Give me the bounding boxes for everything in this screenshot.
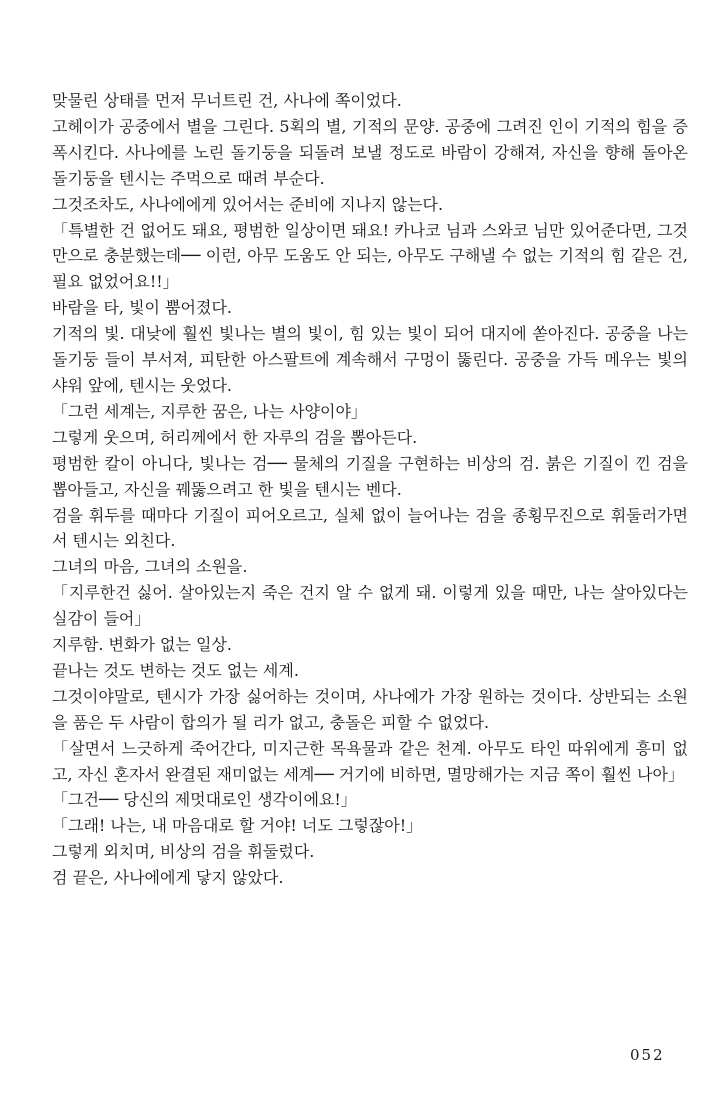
paragraph: 「살면서 느긋하게 죽어간다, 미지근한 목욕물과 같은 천계. 아무도 타인 따위에게 흥미 없고, 자신 혼자서 완결된 재미없는 세계── 거기에 비하면, 멸망해가는 지금 쪽이 훨씬 나아」	[52, 738, 688, 784]
page-number: 052	[630, 1046, 665, 1064]
paragraph: 검 끝은, 사나에에게 닿지 않았다.	[52, 868, 284, 888]
paragraph: 바람을 타, 빛이 뿜어졌다.	[52, 298, 232, 318]
paragraph: 맞물린 상태를 먼저 무너트린 건, 사나에 쪽이었다.	[52, 91, 402, 110]
paragraph: 「지루한건 싫어. 살아있는지 죽은 건지 알 수 없게 돼. 이렇게 있을 때만, 나는 살아있다는 실감이 들어」	[52, 583, 688, 629]
paragraph: 그렇게 외치며, 비상의 검을 휘둘렀다.	[52, 842, 315, 862]
paragraph: 그녀의 마음, 그녀의 소원을.	[52, 557, 248, 577]
paragraph: 고헤이가 공중에서 별을 그린다. 5획의 별, 기적의 문양. 공중에 그려진 인이 기적의 힘을 증폭시킨다. 사나에를 노린 돌기둥을 되돌려 보낼 정도로 바람이 강해져, 자신을 향해 돌아온 돌기둥을 텐시는 주먹으로 때려 부순다.	[52, 116, 688, 188]
paragraph: 그것조차도, 사나에에게 있어서는 준비에 지나지 않는다.	[52, 194, 444, 214]
paragraph: 「그건── 당신의 제멋대로인 생각이에요!」	[52, 790, 357, 810]
paragraph: 기적의 빛. 대낮에 훨씬 빛나는 별의 빛이, 힘 있는 빛이 되어 대지에 쏟아진다. 공중을 나는 돌기둥 들이 부서져, 피탄한 아스팔트에 계속해서 구멍이 뚫린다. 공중을 가득 메우는 빛의 샤워 앞에, 텐시는 웃었다.	[52, 324, 688, 395]
paragraph: 지루함. 변화가 없는 일상.	[52, 635, 232, 655]
paragraph: 「그래! 나는, 내 마음대로 할 거야! 너도 그렇잖아!」	[52, 816, 423, 836]
paragraph: 평범한 칼이 아니다, 빛나는 검── 물체의 기질을 구현하는 비상의 검. 붉은 기질이 낀 검을 뽑아들고, 자신을 꿰뚫으려고 한 빛을 텐시는 벤다.	[52, 453, 688, 499]
paragraph: 「그런 세계는, 지루한 꿈은, 나는 사양이야」	[52, 401, 367, 421]
paragraph: 끝나는 것도 변하는 것도 없는 세계.	[52, 660, 299, 680]
paragraph: 검을 휘두를 때마다 기질이 피어오르고, 실체 없이 늘어나는 검을 종횡무진으로 휘둘러가면서 텐시는 외친다.	[52, 505, 688, 551]
body-text	[52, 88, 688, 891]
paragraph: 「특별한 건 없어도 돼요, 평범한 일상이면 돼요! 카나코 님과 스와코 님만 있어준다면, 그것만으로 충분했는데── 이런, 아무 도움도 안 되는, 아무도 구해낼 수 없는 기적의 힘 같은 건, 필요 없었어요!!」	[52, 220, 688, 292]
paragraph: 그것이야말로, 텐시가 가장 싫어하는 것이며, 사나에가 가장 원하는 것이다. 상반되는 소원을 품은 두 사람이 합의가 될 리가 없고, 충돌은 피할 수 없었다.	[52, 686, 688, 732]
paragraph: 그렇게 웃으며, 허리께에서 한 자루의 검을 뽑아든다.	[52, 427, 418, 447]
